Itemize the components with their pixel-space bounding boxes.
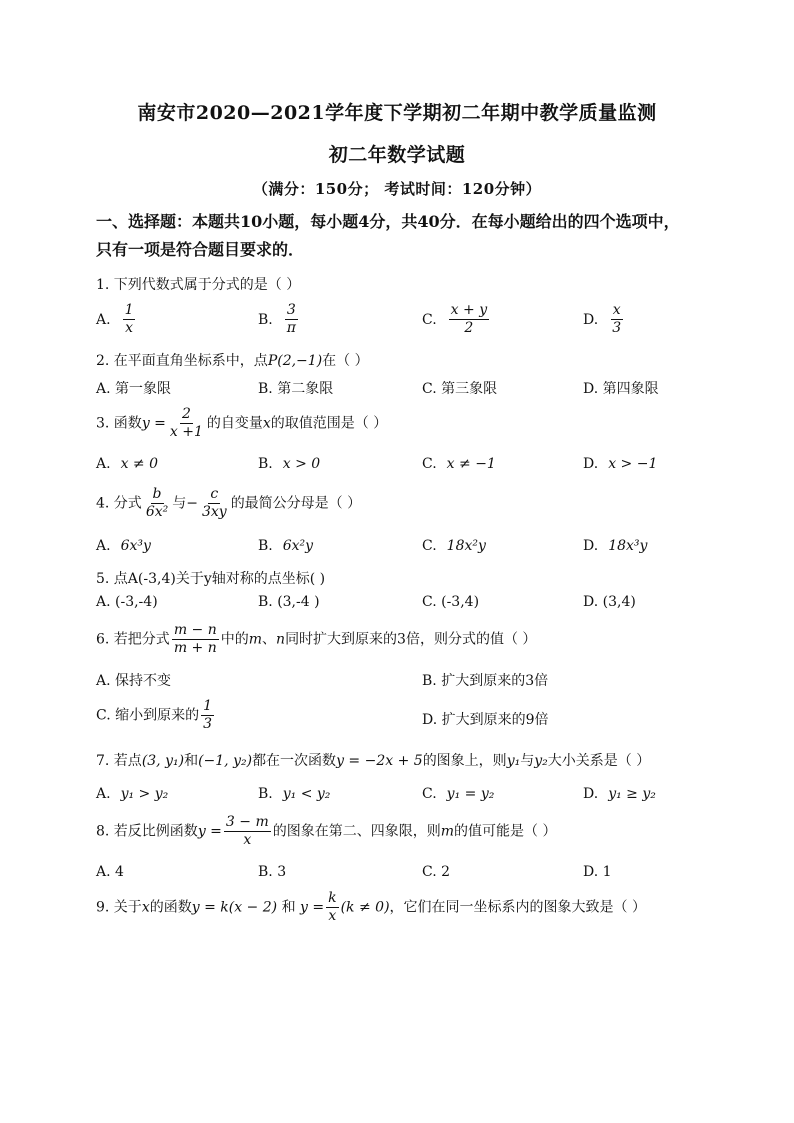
option-label: B.: [258, 786, 273, 802]
numerator: c: [210, 486, 219, 502]
math-expr: x: [141, 899, 150, 916]
option-label: B.: [258, 456, 273, 472]
math-expr: 6x²y: [282, 538, 314, 554]
math-expr: m: [440, 823, 455, 840]
question-text: 、: [262, 631, 277, 648]
option-label: C.: [422, 456, 437, 472]
numerator: 3: [286, 302, 296, 318]
q1-option-d: [583, 302, 625, 337]
option-label: A.: [96, 456, 111, 472]
q6-option-d: D. 扩大到原来的9倍: [422, 712, 549, 728]
q3-option-b: [258, 456, 320, 472]
math-expr: n: [276, 631, 286, 648]
numerator: b: [152, 486, 162, 502]
fraction: [200, 486, 229, 521]
numerator: 3 − m: [225, 814, 269, 830]
question-text: 4. 分式: [96, 495, 142, 512]
math-expr: (3, y₁): [141, 753, 185, 769]
question-text: 的值可能是（ ）: [454, 823, 557, 840]
numerator: k: [328, 890, 337, 906]
question-6: [96, 622, 536, 657]
question-text: 与−: [172, 495, 198, 512]
math-expr: y = −2x + 5: [336, 753, 423, 769]
question-text: 和: [281, 899, 296, 916]
exam-subtitle: 初二年数学试题: [328, 144, 466, 166]
q2-option-b: B. 第二象限: [258, 381, 334, 397]
option-label: B.: [258, 311, 273, 328]
question-text: 在（ ）: [322, 353, 369, 369]
question-4: [96, 486, 361, 521]
question-text: 3. 函数: [96, 415, 142, 432]
question-text: 同时扩大到原来的3倍，则分式的值（ ）: [285, 631, 537, 648]
option-label: C.: [422, 311, 437, 328]
q2-option-a: A. 第一象限: [96, 381, 172, 397]
numerator: 2: [181, 406, 191, 422]
math-expr: y₁ < y₂: [282, 786, 331, 802]
denominator: 3: [203, 716, 213, 732]
math-expr: (−1, y₂): [198, 753, 253, 769]
q3-option-c: [422, 456, 496, 472]
question-text: 的取值范围是（ ）: [270, 415, 388, 432]
q6-option-c: [96, 698, 216, 733]
question-1: 1. 下列代数式属于分式的是（ ）: [96, 277, 301, 293]
question-text: 的自变量: [206, 415, 263, 432]
section-heading-line2: 只有一项是符合题目要求的．: [96, 240, 305, 259]
numerator: m − n: [173, 622, 217, 638]
denominator: 3: [612, 320, 622, 336]
question-2: [96, 350, 369, 370]
denominator: π: [286, 320, 296, 336]
question-text: 的函数: [149, 899, 192, 916]
q7-option-c: [422, 786, 494, 802]
q1-option-a: [96, 302, 137, 337]
question-text: 的最简公分母是（ ）: [230, 495, 362, 512]
q3-option-d: [583, 456, 657, 472]
q4-option-d: [583, 538, 647, 554]
math-expr: (k ≠ 0): [340, 899, 390, 916]
fraction: [224, 814, 271, 849]
option-label: B.: [258, 538, 273, 554]
math-expr: y₂: [534, 753, 548, 769]
q6-option-a: A. 保持不变: [96, 673, 172, 689]
q5-option-d: D. (3,4): [583, 594, 636, 610]
numerator: 1: [124, 302, 134, 318]
question-text: 和: [184, 753, 199, 769]
math-expr: m: [248, 631, 263, 648]
q6-option-b: B. 扩大到原来的3倍: [422, 673, 549, 689]
fraction: [285, 302, 298, 337]
q7-option-a: [96, 786, 168, 802]
math-expr: 6x³y: [120, 538, 151, 554]
denominator: 2: [464, 320, 474, 336]
q7-option-b: [258, 786, 330, 802]
q4-option-c: [422, 538, 486, 554]
numerator: x: [612, 302, 621, 318]
denominator: 6x²: [145, 504, 169, 520]
q3-option-a: [96, 456, 158, 472]
option-label: A.: [96, 311, 111, 328]
math-expr: y =: [300, 899, 325, 916]
numerator: x + y: [450, 302, 488, 318]
question-text: 7. 若点: [96, 753, 142, 769]
q4-option-a: [96, 538, 151, 554]
question-text: 都在一次函数: [252, 753, 337, 769]
fraction: [610, 302, 623, 337]
denominator: 3xy: [201, 504, 227, 520]
math-expr: x ≠ 0: [120, 456, 158, 472]
exam-meta: （满分：150分； 考试时间：120分钟）: [252, 180, 542, 198]
question-7: [96, 750, 650, 770]
math-expr: y₁ ≥ y₂: [608, 786, 656, 802]
numerator: 1: [203, 698, 213, 714]
q8-option-c: C. 2: [422, 864, 451, 880]
section-heading: [96, 208, 706, 264]
math-expr: 18x²y: [446, 538, 486, 554]
q8-option-b: B. 3: [258, 864, 287, 880]
fraction: [326, 890, 338, 925]
question-text: 的图象上，则: [422, 753, 507, 769]
q7-option-d: [583, 786, 656, 802]
question-text: 6. 若把分式: [96, 631, 170, 648]
question-text: 中的: [220, 631, 249, 648]
q1-option-c: [422, 302, 491, 337]
exam-title: 南安市2020—2021学年度下学期初二年期中教学质量监测: [137, 102, 657, 124]
question-text: 9. 关于: [96, 899, 142, 916]
q5-option-b: B. (3,-4 ): [258, 594, 320, 610]
option-label: D.: [583, 786, 599, 802]
question-9: [96, 890, 646, 925]
question-text: 的图象在第二、四象限，则: [272, 823, 441, 840]
option-label: A.: [96, 786, 111, 802]
question-5: 5. 点A(-3,4)关于y轴对称的点坐标( ): [96, 571, 326, 587]
section-heading-line1: 一、选择题：本题共10小题，每小题4分，共40分．在每小题给出的四个选项中，: [96, 212, 680, 231]
option-label: D.: [583, 538, 599, 554]
question-text: 大小关系是（ ）: [547, 753, 651, 769]
fraction: [168, 406, 205, 441]
fraction: [144, 486, 170, 521]
q5-option-c: C. (-3,4): [422, 594, 480, 610]
denominator: x +1: [169, 424, 203, 440]
option-label: D.: [583, 311, 599, 328]
math-expr: y =: [141, 415, 166, 432]
option-label: A.: [96, 538, 111, 554]
question-text: 2. 在平面直角坐标系中，点: [96, 353, 268, 369]
denominator: x: [243, 832, 252, 848]
math-expr: y₁: [506, 753, 521, 769]
math-expr: y = k(x − 2): [191, 899, 278, 916]
q2-option-c: C. 第三象限: [422, 381, 498, 397]
question-3: [96, 406, 387, 441]
question-text: 8. 若反比例函数: [96, 823, 198, 840]
question-text: ，它们在同一坐标系内的图象大致是（ ）: [389, 899, 646, 916]
math-expr: x ≠ −1: [446, 456, 496, 472]
q2-option-d: D. 第四象限: [583, 381, 659, 397]
math-expr: x > −1: [608, 456, 658, 472]
fraction: [449, 302, 489, 337]
option-label: C.: [422, 538, 437, 554]
denominator: m + n: [173, 640, 217, 656]
q5-option-a: A. (-3,-4): [96, 594, 158, 610]
math-expr: y₁ = y₂: [446, 786, 495, 802]
option-label: C.: [422, 786, 437, 802]
denominator: x: [328, 908, 337, 924]
math-expr: y =: [197, 823, 222, 840]
denominator: x: [125, 320, 133, 336]
math-expr: y₁ > y₂: [120, 786, 169, 802]
q8-option-d: D. 1: [583, 864, 612, 880]
option-text: C. 缩小到原来的: [96, 707, 200, 724]
q4-option-b: [258, 538, 313, 554]
math-expr: P(2,−1): [267, 353, 323, 369]
q8-option-a: A. 4: [96, 864, 124, 880]
math-expr: x > 0: [282, 456, 321, 472]
fraction: [201, 698, 214, 733]
question-8: [96, 814, 556, 849]
math-expr: 18x³y: [608, 538, 648, 554]
question-text: 与: [520, 753, 535, 769]
fraction: [123, 302, 136, 337]
math-expr: x: [262, 415, 271, 432]
q1-option-b: [258, 302, 300, 337]
fraction: [172, 622, 219, 657]
option-label: D.: [583, 456, 599, 472]
